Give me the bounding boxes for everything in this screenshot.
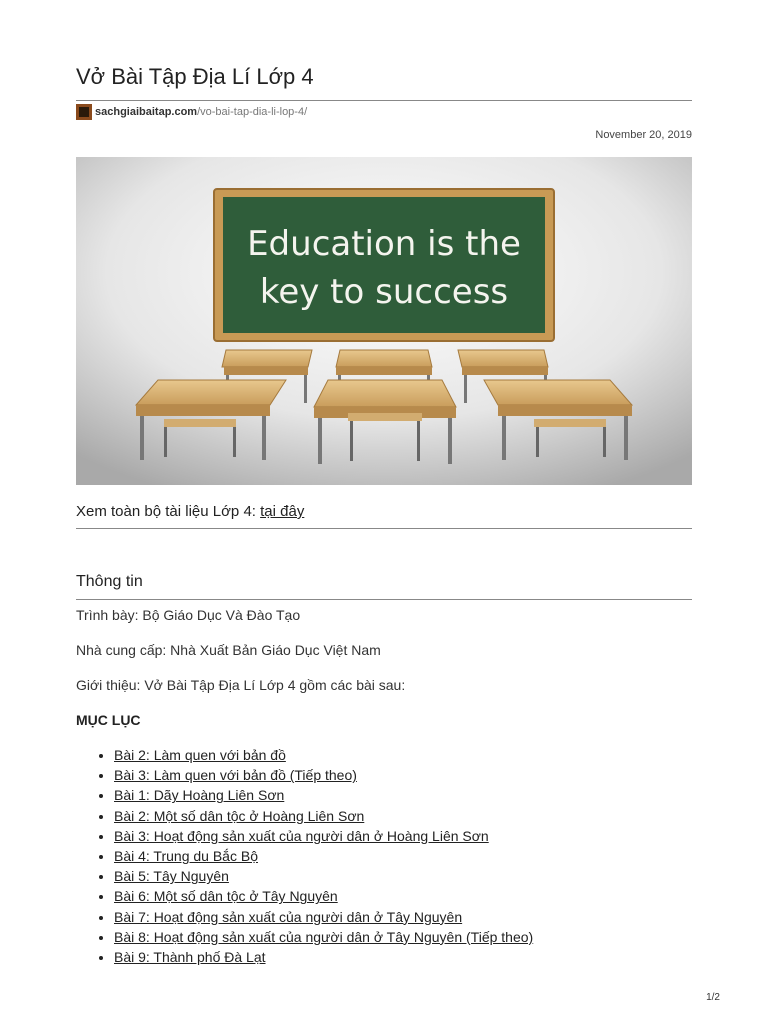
source-domain: sachgiaibaitap.com — [95, 106, 198, 118]
chalkboard-text-line-1: Education is the — [247, 224, 521, 264]
toc-link[interactable]: Bài 3: Hoạt động sản xuất của người dân ở Hoàng Liên Sơn — [114, 827, 489, 844]
toc-item — [114, 765, 533, 785]
more-docs-link[interactable]: tại đây — [260, 503, 305, 520]
info-presenter: Trình bày: Bộ Giáo Dục Và Đào Tạo — [76, 607, 301, 623]
toc-item — [114, 826, 533, 846]
info-section-title: Thông tin — [76, 573, 143, 590]
chalkboard-text-line-2: key to success — [259, 272, 509, 312]
site-favicon-icon — [76, 104, 92, 120]
toc-link[interactable]: Bài 7: Hoạt động sản xuất của người dân ở Tây Nguyên — [114, 908, 463, 925]
toc-item — [114, 927, 533, 947]
toc-link[interactable]: Bài 8: Hoạt động sản xuất của người dân ở Tây Nguyên (Tiếp theo) — [114, 928, 534, 945]
toc-item — [114, 806, 533, 826]
toc-item — [114, 947, 533, 967]
info-provider: Nhà cung cấp: Nhà Xuất Bản Giáo Dục Việt Nam — [76, 642, 381, 658]
note-divider — [76, 528, 692, 529]
toc-item — [114, 886, 533, 906]
toc-link[interactable]: Bài 9: Thành phố Đà Lạt — [114, 949, 266, 966]
toc-item — [114, 745, 533, 765]
info-intro: Giới thiệu: Vở Bài Tập Địa Lí Lớp 4 gồm các bài sau: — [76, 677, 406, 693]
more-docs-note — [76, 503, 304, 520]
toc-list — [76, 745, 533, 967]
toc-link[interactable]: Bài 5: Tây Nguyên — [114, 868, 229, 885]
toc-link[interactable]: Bài 6: Một số dân tộc ở Tây Nguyên — [114, 888, 338, 905]
toc-item — [114, 866, 533, 886]
toc-item — [114, 907, 533, 927]
toc-link[interactable]: Bài 3: Làm quen với bản đồ (Tiếp theo) — [114, 767, 357, 784]
source-line — [76, 104, 307, 120]
section-divider — [76, 599, 692, 600]
hero-image — [76, 157, 692, 485]
toc-item — [114, 785, 533, 805]
chalkboard — [214, 189, 554, 341]
page-number: 1/2 — [706, 992, 720, 1003]
source-path: /vo-bai-tap-dia-li-lop-4/ — [197, 106, 308, 118]
toc-link[interactable]: Bài 1: Dãy Hoàng Liên Sơn — [114, 787, 285, 804]
more-docs-label: Xem toàn bộ tài liệu Lớp 4: — [76, 503, 261, 520]
toc-title: MỤC LỤC — [76, 712, 141, 728]
toc-link[interactable]: Bài 4: Trung du Bắc Bộ — [114, 848, 258, 865]
toc-item — [114, 846, 533, 866]
toc-link[interactable]: Bài 2: Làm quen với bản đồ — [114, 747, 286, 763]
title-divider — [76, 100, 692, 101]
toc-link[interactable]: Bài 2: Một số dân tộc ở Hoàng Liên Sơn — [114, 807, 365, 824]
publish-date: November 20, 2019 — [595, 129, 692, 141]
page-title: Vở Bài Tập Địa Lí Lớp 4 — [76, 64, 314, 89]
